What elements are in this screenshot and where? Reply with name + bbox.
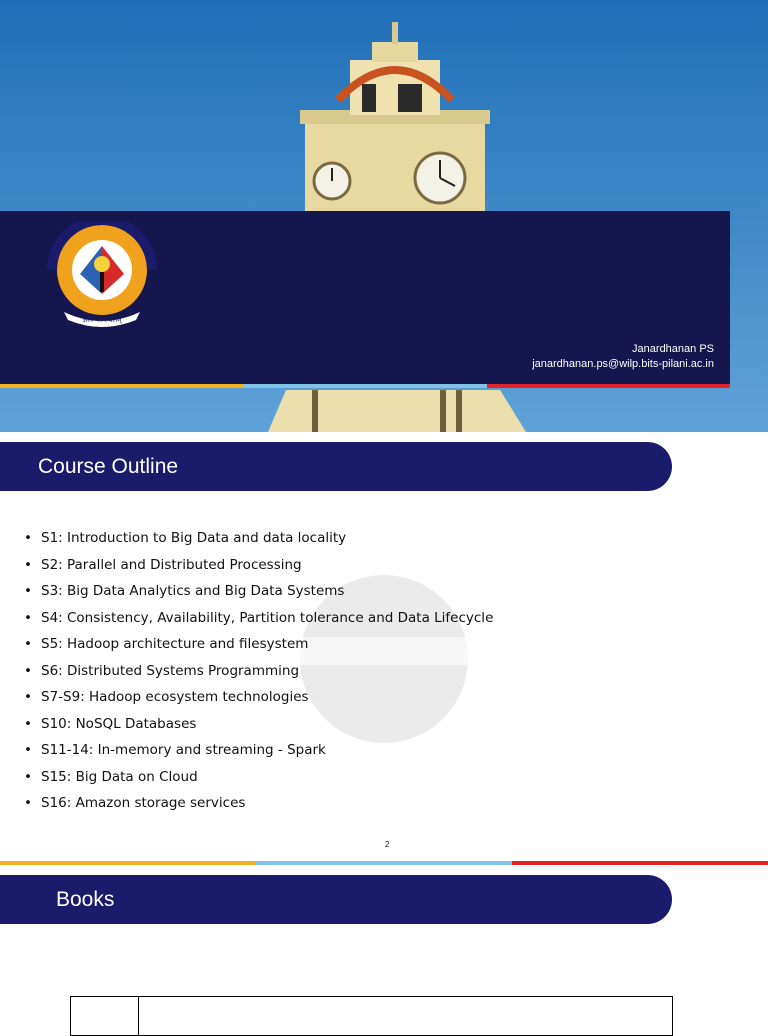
outline-item: • S2: Parallel and Distributed Processing	[24, 555, 493, 582]
outline-item: • S3: Big Data Analytics and Big Data Systems	[24, 581, 493, 608]
page-number: 2	[385, 840, 390, 849]
title-color-stripe	[0, 384, 730, 388]
bits-pilani-logo	[40, 222, 164, 330]
course-outline-list	[24, 528, 493, 820]
outline-item: • S5: Hadoop architecture and filesystem	[24, 634, 493, 661]
presenter-name: Janardhanan PS	[632, 343, 714, 355]
svg-text:ज्ञानं परमं बलम्: ज्ञानं परमं बलम्	[82, 316, 122, 324]
outline-item: • S15: Big Data on Cloud	[24, 767, 493, 794]
table-column-divider	[138, 997, 139, 1035]
outline-item: • S1: Introduction to Big Data and data locality	[24, 528, 493, 555]
presenter-email: janardhanan.ps@wilp.bits-pilani.ac.in	[532, 358, 714, 370]
books-table	[70, 996, 673, 1036]
outline-item: • S11-14: In-memory and streaming - Spark	[24, 740, 493, 767]
books-title-banner	[0, 875, 672, 924]
outline-item: • S7-S9: Hadoop ecosystem technologies	[24, 687, 493, 714]
outline-item: • S10: NoSQL Databases	[24, 714, 493, 741]
outline-item: • S16: Amazon storage services	[24, 793, 493, 820]
outline-item: • S4: Consistency, Availability, Partition tolerance and Data Lifecycle	[24, 608, 493, 635]
outline-item: • S6: Distributed Systems Programming	[24, 661, 493, 688]
outline-title-banner	[0, 442, 672, 491]
outline-color-stripe	[0, 861, 768, 865]
books-title: Books	[56, 888, 115, 911]
title-slide	[0, 0, 768, 432]
outline-title: Course Outline	[38, 455, 179, 478]
